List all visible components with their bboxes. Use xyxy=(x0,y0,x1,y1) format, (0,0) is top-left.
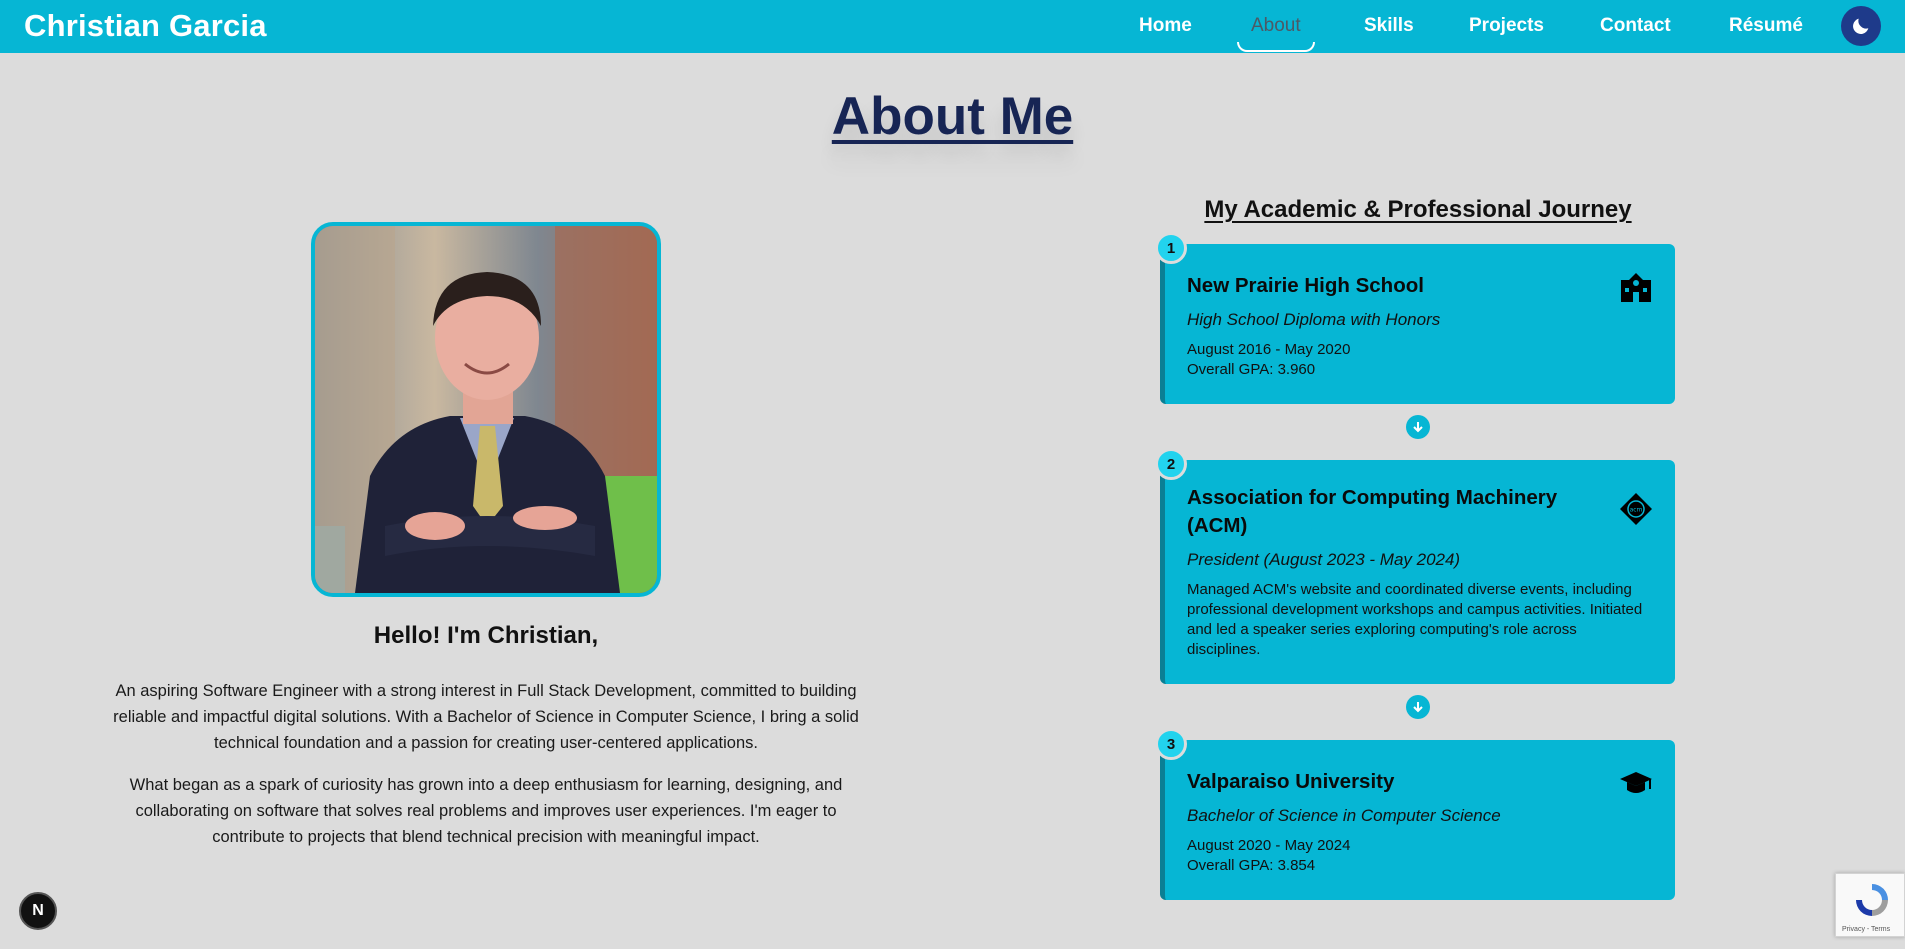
recaptcha-badge[interactable] xyxy=(1835,873,1905,937)
profile-photo xyxy=(311,222,661,597)
greeting-heading: Hello! I'm Christian, xyxy=(373,622,599,649)
journey-card-title: Valparaiso University xyxy=(1187,770,1395,793)
journey-card-dates: August 2016 - May 2020 xyxy=(1187,341,1351,358)
nav-about[interactable] xyxy=(1251,15,1301,37)
brand-name[interactable]: Christian Garcia xyxy=(24,8,267,43)
journey-card-dates: August 2020 - May 2024 xyxy=(1187,837,1351,854)
journey-title: My Academic & Professional Journey xyxy=(1204,196,1632,223)
journey-card-subtitle: High School Diploma with Honors xyxy=(1187,310,1441,329)
journey-card-gpa: Overall GPA: 3.854 xyxy=(1187,857,1316,874)
moon-icon xyxy=(1850,15,1872,37)
svg-text:acm: acm xyxy=(1629,506,1643,514)
journey-step-number: 2 xyxy=(1155,448,1187,480)
school-building-icon xyxy=(1619,270,1653,304)
journey-card-subtitle: President (August 2023 - May 2024) xyxy=(1187,550,1461,569)
nav-skills[interactable]: Skills xyxy=(1364,15,1414,36)
journey-card-description: Managed ACM's website and coordinated diverse events, including professional development workshops and campus activities. Initiated and led a speaker series exploring computing's role across disciplines. xyxy=(1187,581,1643,658)
theme-toggle-button[interactable] xyxy=(1841,6,1881,46)
acm-logo-icon xyxy=(1619,492,1653,526)
active-underline xyxy=(1237,42,1315,52)
nav-home[interactable]: Home xyxy=(1139,15,1192,36)
page-title: About Me xyxy=(831,87,1074,146)
journey-step-number: 1 xyxy=(1155,232,1187,264)
journey-card-subtitle: Bachelor of Science in Computer Science xyxy=(1187,806,1501,825)
journey-card-title: New Prairie High School xyxy=(1187,274,1424,297)
nextjs-logo-icon: N xyxy=(32,902,44,919)
bio-paragraph-2: What began as a spark of curiosity has grown into a deep enthusiasm for learning, designing, and collaborating on software that solves real problems and improves user experiences. I'm eager to contribute to projects that blend technical precision with meaningful impact. xyxy=(129,776,843,846)
nav-about-label: About xyxy=(1251,15,1301,36)
journey-card-gpa: Overall GPA: 3.960 xyxy=(1187,361,1316,378)
nav-contact[interactable]: Contact xyxy=(1600,15,1671,36)
profile-photo-illustration xyxy=(315,226,657,593)
recaptcha-icon xyxy=(1852,880,1892,920)
graduation-cap-icon xyxy=(1619,766,1653,800)
nav-projects[interactable]: Projects xyxy=(1469,15,1544,36)
journey-card-3 xyxy=(1160,735,1675,900)
nav-resume[interactable]: Résumé xyxy=(1729,15,1803,36)
journey-card-title: Association for Computing Machinery (ACM) xyxy=(1187,486,1558,537)
recaptcha-links[interactable]: Privacy - Terms xyxy=(1842,926,1891,933)
journey-card-2 xyxy=(1160,455,1675,684)
navbar xyxy=(0,0,1905,53)
bio-paragraph-1: An aspiring Software Engineer with a strong interest in Full Stack Development, committed to building reliable and impactful digital solutions. With a Bachelor of Science in Computer Science, I bring a solid technical foundation and a passion for creating user-centered applications. xyxy=(113,682,859,752)
journey-step-number: 3 xyxy=(1155,728,1187,760)
arrow-down-icon xyxy=(1406,415,1430,439)
arrow-down-icon xyxy=(1406,695,1430,719)
nextjs-dev-badge[interactable] xyxy=(19,892,57,930)
journey-card-1 xyxy=(1160,239,1675,404)
